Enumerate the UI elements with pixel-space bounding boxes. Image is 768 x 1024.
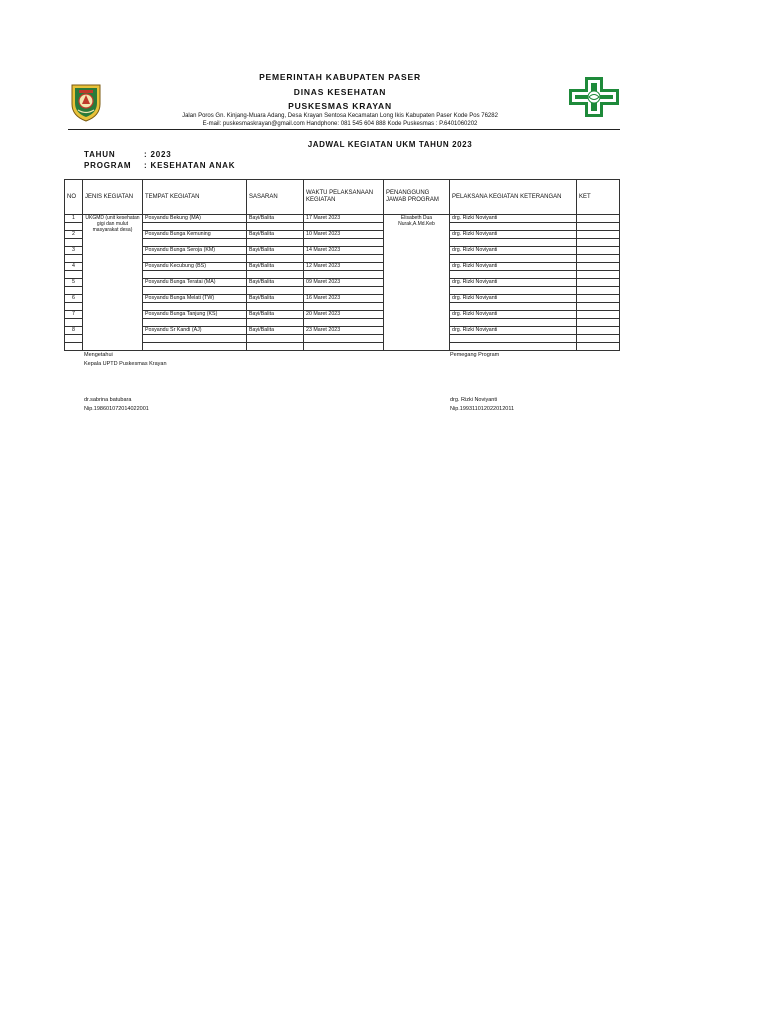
- col-header-ket: KET: [577, 180, 620, 215]
- cell-tempat: Posyandu Sr Kandi (AJ): [143, 327, 247, 335]
- cell-pelaksana: drg. Rizki Noviyanti: [450, 295, 577, 303]
- cell-empty: [450, 343, 577, 351]
- col-header-pelaksana: PELAKSANA KEGIATAN KETERANGAN: [450, 180, 577, 215]
- cell-empty: [143, 319, 247, 327]
- meta-program-value: : KESEHATAN ANAK: [144, 161, 236, 170]
- cell-empty: [304, 255, 384, 263]
- cell-empty: [577, 271, 620, 279]
- signature-left-title: Mengetahui: [84, 352, 113, 358]
- cell-no: 1: [65, 215, 83, 223]
- cell-tempat: Posyandu Bekung (MA): [143, 215, 247, 223]
- cell-pelaksana: drg. Rizki Noviyanti: [450, 311, 577, 319]
- cell-empty: [65, 223, 83, 231]
- table-row: [65, 247, 620, 255]
- table-row: [65, 327, 620, 335]
- cell-tempat: Posyandu Bunga Teratai (MA): [143, 279, 247, 287]
- cell-ket: [577, 311, 620, 319]
- cell-empty: [247, 271, 304, 279]
- cell-empty: [65, 303, 83, 311]
- signature-left-name-block: [84, 396, 149, 414]
- cell-jenis-kegiatan: UKGMD (unit kesehatan gigi dan mulut masyarakat desa): [83, 215, 143, 351]
- cell-ket: [577, 215, 620, 223]
- table-row: [65, 263, 620, 271]
- cell-no: 7: [65, 311, 83, 319]
- cell-empty: [450, 223, 577, 231]
- signature-right-nip: Nip.199311012022012011: [450, 406, 515, 412]
- schedule-table: [64, 179, 620, 351]
- header-department: DINAS KESEHATAN: [293, 87, 387, 97]
- cell-ket: [577, 231, 620, 239]
- cell-empty: [450, 303, 577, 311]
- meta-year-value: : 2023: [144, 150, 172, 159]
- cell-pelaksana: drg. Rizki Noviyanti: [450, 247, 577, 255]
- cell-sasaran: Bayi/Balita: [247, 231, 304, 239]
- cell-ket: [577, 247, 620, 255]
- table-spacer-row: [65, 303, 620, 311]
- cell-sasaran: Bayi/Balita: [247, 311, 304, 319]
- signature-left-nip: Nip.198601072014022001: [84, 406, 149, 412]
- cell-waktu: 17 Maret 2023: [304, 215, 384, 223]
- cell-tempat: Posyandu Bunga Kemuning: [143, 231, 247, 239]
- cell-empty: [247, 239, 304, 247]
- cell-empty: [65, 335, 83, 343]
- cell-waktu: 23 Maret 2023: [304, 327, 384, 335]
- signature-left-block: [84, 351, 167, 369]
- cell-empty: [143, 255, 247, 263]
- cell-empty: [247, 255, 304, 263]
- cell-empty: [450, 255, 577, 263]
- header-puskesmas: PUSKESMAS KRAYAN: [288, 101, 392, 111]
- cell-waktu: 12 Maret 2023: [304, 263, 384, 271]
- cell-tempat: Posyandu Kecubung (BS): [143, 263, 247, 271]
- cell-empty: [143, 335, 247, 343]
- col-header-no: NO: [65, 180, 83, 215]
- header-address: Jalan Poros Gn. Kinjang-Muara Adang, Desa Krayan Sentosa Kecamatan Long Ikis Kabupaten Paser Kode Pos 76282: [182, 113, 498, 119]
- cell-empty: [65, 239, 83, 247]
- cell-no: 8: [65, 327, 83, 335]
- cell-waktu: 09 Maret 2023: [304, 279, 384, 287]
- header-divider: [68, 129, 620, 130]
- cell-sasaran: Bayi/Balita: [247, 295, 304, 303]
- table-spacer-row: [65, 319, 620, 327]
- cell-ket: [577, 327, 620, 335]
- cell-waktu: 16 Maret 2023: [304, 295, 384, 303]
- table-spacer-row: [65, 271, 620, 279]
- signature-right-name-block: [450, 396, 514, 414]
- cell-tempat: Posyandu Bunga Melati (TW): [143, 295, 247, 303]
- cell-empty: [143, 287, 247, 295]
- meta-year: [84, 150, 171, 159]
- cell-pelaksana: drg. Rizki Noviyanti: [450, 327, 577, 335]
- cell-empty: [450, 319, 577, 327]
- cell-empty: [247, 303, 304, 311]
- cell-empty: [65, 287, 83, 295]
- cell-ket: [577, 295, 620, 303]
- meta-program-label: PROGRAM: [84, 161, 132, 170]
- document-title: JADWAL KEGIATAN UKM TAHUN 2023: [307, 140, 473, 149]
- meta-year-label: TAHUN: [84, 150, 116, 159]
- cell-tempat: Posyandu Bunga Seroja (KM): [143, 247, 247, 255]
- table-spacer-row: [65, 223, 620, 231]
- cell-empty: [577, 255, 620, 263]
- cell-pelaksana: drg. Rizki Noviyanti: [450, 215, 577, 223]
- col-header-sasaran: SASARAN: [247, 180, 304, 215]
- table-row: [65, 215, 620, 223]
- cell-empty: [247, 287, 304, 295]
- table-header-row: [65, 180, 620, 215]
- cell-no: 3: [65, 247, 83, 255]
- cell-empty: [577, 335, 620, 343]
- col-header-penanggung-jawab: PENANGGUNG JAWAB PROGRAM: [384, 180, 450, 215]
- header-contact: E-mail: puskesmaskrayan@gmail.com Handphone: 081 545 604 888 Kode Puskesmas : P.6401060202: [202, 121, 478, 127]
- cell-ket: [577, 263, 620, 271]
- cell-empty: [577, 239, 620, 247]
- cell-waktu: 10 Maret 2023: [304, 231, 384, 239]
- cell-empty: [65, 271, 83, 279]
- table-spacer-row: [65, 239, 620, 247]
- cell-empty: [450, 271, 577, 279]
- cell-empty: [304, 335, 384, 343]
- cell-waktu: 20 Maret 2023: [304, 311, 384, 319]
- cell-sasaran: Bayi/Balita: [247, 327, 304, 335]
- cell-empty: [143, 239, 247, 247]
- cell-empty: [304, 319, 384, 327]
- signature-right-block: [450, 351, 499, 360]
- cell-empty: [143, 271, 247, 279]
- cell-no: 6: [65, 295, 83, 303]
- table-spacer-row: [65, 335, 620, 343]
- col-header-waktu: WAKTU PELAKSANAAN KEGIATAN: [304, 180, 384, 215]
- cell-empty: [247, 223, 304, 231]
- cell-penanggung-jawab: Elisabeth Dua Nurak,A.Md.Keb: [384, 215, 450, 351]
- cell-empty: [65, 343, 83, 351]
- cell-empty: [450, 287, 577, 295]
- cell-empty: [65, 255, 83, 263]
- signature-right-name: drg. Rizki Noviyanti: [450, 397, 498, 403]
- table-spacer-row: [65, 343, 620, 351]
- signature-right-title: Pemegang Program: [450, 352, 500, 358]
- cell-empty: [304, 223, 384, 231]
- cell-empty: [143, 303, 247, 311]
- cell-empty: [65, 319, 83, 327]
- cell-empty: [450, 239, 577, 247]
- table-row: [65, 295, 620, 303]
- header-government: PEMERINTAH KABUPATEN PASER: [259, 72, 421, 82]
- cell-empty: [577, 319, 620, 327]
- cell-empty: [247, 335, 304, 343]
- cell-empty: [143, 223, 247, 231]
- cell-pelaksana: drg. Rizki Noviyanti: [450, 279, 577, 287]
- cell-empty: [304, 303, 384, 311]
- table-spacer-row: [65, 287, 620, 295]
- cell-empty: [450, 335, 577, 343]
- cell-sasaran: Bayi/Balita: [247, 263, 304, 271]
- cell-no: 4: [65, 263, 83, 271]
- cell-no: 2: [65, 231, 83, 239]
- cell-empty: [577, 287, 620, 295]
- col-header-jenis: JENIS KEGIATAN: [83, 180, 143, 215]
- cell-empty: [577, 343, 620, 351]
- cell-pelaksana: drg. Rizki Noviyanti: [450, 231, 577, 239]
- cell-sasaran: Bayi/Balita: [247, 247, 304, 255]
- cell-empty: [304, 239, 384, 247]
- cell-ket: [577, 279, 620, 287]
- signature-left-name: dr.sabrina batubara: [84, 397, 132, 403]
- cell-empty: [247, 319, 304, 327]
- cell-no: 5: [65, 279, 83, 287]
- meta-program: [84, 161, 235, 170]
- health-cross-logo-icon: [568, 76, 620, 118]
- table-spacer-row: [65, 255, 620, 263]
- table-row: [65, 231, 620, 239]
- cell-sasaran: Bayi/Balita: [247, 215, 304, 223]
- cell-empty: [577, 223, 620, 231]
- col-header-tempat: TEMPAT KEGIATAN: [143, 180, 247, 215]
- cell-empty: [304, 271, 384, 279]
- signature-left-position: Kepala UPTD Puskesmas Krayan: [84, 361, 167, 367]
- cell-empty: [304, 287, 384, 295]
- cell-empty: [304, 343, 384, 351]
- table-row: [65, 311, 620, 319]
- cell-empty: [247, 343, 304, 351]
- cell-tempat: Posyandu Bunga Tanjung (KS): [143, 311, 247, 319]
- cell-waktu: 14 Maret 2023: [304, 247, 384, 255]
- table-row: [65, 279, 620, 287]
- cell-empty: [143, 343, 247, 351]
- cell-sasaran: Bayi/Balita: [247, 279, 304, 287]
- cell-pelaksana: drg. Rizki Noviyanti: [450, 263, 577, 271]
- cell-empty: [577, 303, 620, 311]
